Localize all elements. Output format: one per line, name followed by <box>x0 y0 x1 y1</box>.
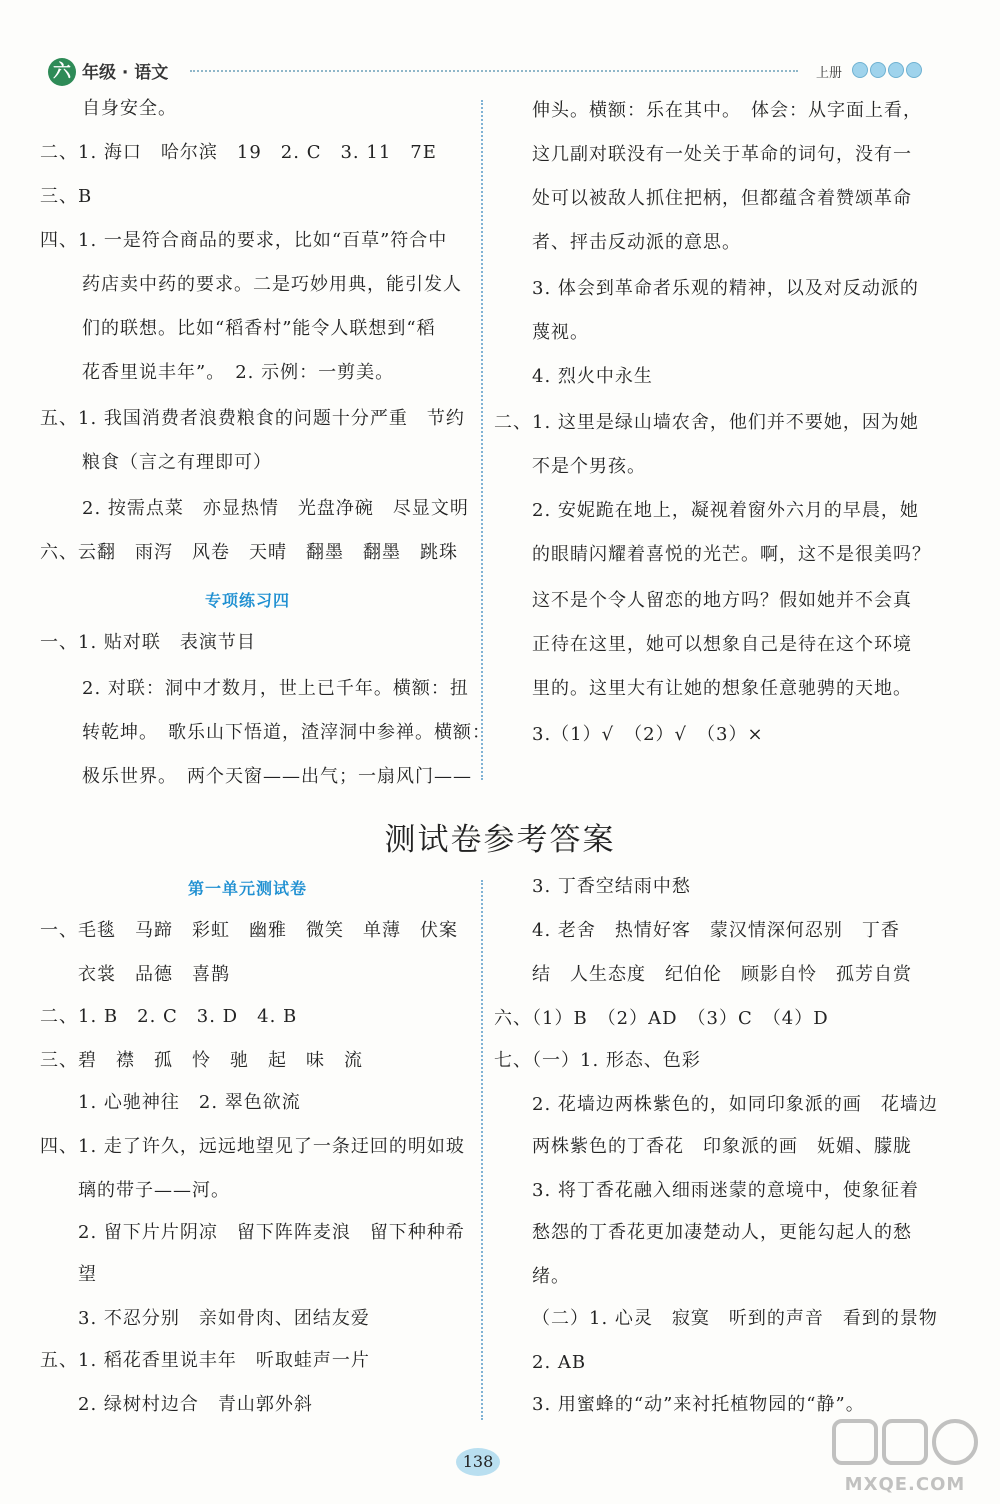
answer-line: 转乾坤。 歌乐山下悟道，渣滓洞中参禅。横额： <box>82 722 491 743</box>
answer-line: 七、（一）1. 形态、色彩 <box>494 1050 701 1071</box>
answer-line: 一、毛毯 马蹄 彩虹 幽雅 微笑 单薄 伏案 <box>40 920 458 941</box>
answer-line: 三、B <box>40 186 93 207</box>
answer-line: 三、碧 襟 孤 怜 驰 起 味 流 <box>40 1050 363 1071</box>
answer-line: 蔑视。 <box>532 322 589 343</box>
answer-line: 2. AB <box>532 1352 587 1373</box>
section-title: 第一单元测试卷 <box>188 879 308 898</box>
watermark-text: MXQE.COM <box>844 1474 966 1495</box>
answer-line: 不是个男孩。 <box>532 456 646 477</box>
answer-line: 药店卖中药的要求。二是巧妙用典，能引发人 <box>82 274 462 295</box>
answer-line: 处可以被敌人抓住把柄，但都蕴含着赞颂革命 <box>532 188 912 209</box>
answer-line: 3. 不忍分别 亲如骨肉、团结友爱 <box>78 1308 370 1329</box>
answer-line: 2. 按需点菜 亦显热情 光盘净碗 尽显文明 <box>82 498 469 519</box>
column-divider <box>481 100 483 780</box>
answer-line: 璃的带子——河。 <box>78 1180 230 1201</box>
answer-line: 2. 绿树村边合 青山郭外斜 <box>78 1394 313 1415</box>
answer-line: 一、1. 贴对联 表演节目 <box>40 632 256 653</box>
watermark-icon <box>830 1415 980 1471</box>
answer-line: 花香里说丰年”。 2. 示例：一剪美。 <box>82 362 395 383</box>
answer-line: 六、（1）B （2）AD （3）C （4）D <box>494 1008 829 1029</box>
answer-line: 正待在这里，她可以想象自己是待在这个环境 <box>532 634 912 655</box>
answer-line: 们的联想。比如“稻香村”能令人联想到“稻 <box>82 318 436 339</box>
answer-line: 愁怨的丁香花更加凄楚动人，更能勾起人的愁 <box>532 1222 912 1243</box>
answer-line: 六、云翻 雨泻 风卷 天晴 翻墨 翻墨 跳珠 <box>40 542 458 563</box>
answer-line: 里的。这里大有让她的想象任意驰骋的天地。 <box>532 678 912 699</box>
answer-line: 2. 花墙边两株紫色的，如同印象派的画 花墙边 <box>532 1094 938 1115</box>
answer-line: 3. 体会到革命者乐观的精神，以及对反动派的 <box>532 278 919 299</box>
answer-line: 自身安全。 <box>82 98 177 119</box>
page-number: 138 <box>456 1448 500 1476</box>
answer-line: 3.（1）√ （2）√ （3）× <box>532 724 764 745</box>
answer-line: 3. 将丁香花融入细雨迷蒙的意境中，使象征着 <box>532 1180 919 1201</box>
answer-line: 二、1. B 2. C 3. D 4. B <box>40 1006 298 1027</box>
answer-line: 结 人生态度 纪伯伦 顾影自怜 孤芳自赏 <box>532 964 912 985</box>
answer-line: 2. 对联：洞中才数月，世上已千年。横额：扭 <box>82 678 469 699</box>
main-title: 测试卷参考答案 <box>384 822 616 858</box>
answer-line: 五、1. 稻花香里说丰年 听取蛙声一片 <box>40 1350 370 1371</box>
volume-label: 上册 <box>816 66 843 81</box>
column-divider <box>481 880 483 1420</box>
answer-line: 四、1. 一是符合商品的要求，比如“百草”符合中 <box>40 230 448 251</box>
answer-line: 者、抨击反动派的意思。 <box>532 232 741 253</box>
header-rule <box>190 70 798 72</box>
answer-line: 这不是个令人留恋的地方吗？假如她并不会真 <box>532 590 912 611</box>
answer-line: 衣裳 品德 喜鹊 <box>78 964 230 985</box>
answer-line: 伸头。横额：乐在其中。 体会：从字面上看， <box>532 100 922 121</box>
answer-line: 4. 烈火中永生 <box>532 366 653 387</box>
answer-line: 两株紫色的丁香花 印象派的画 妩媚、朦胧 <box>532 1136 912 1157</box>
watermark-logo <box>830 1415 980 1495</box>
answer-line: 粮食（言之有理即可） <box>82 452 272 473</box>
grade-badge: 六 <box>48 58 76 86</box>
section-title: 专项练习四 <box>205 591 291 610</box>
answer-line: 2. 安妮跪在地上，凝视着窗外六月的早晨，她 <box>532 500 919 521</box>
subject-title: 年级 · 语文 <box>82 63 169 83</box>
answer-line: 3. 用蜜蜂的“动”来衬托植物园的“静”。 <box>532 1394 865 1415</box>
answer-line: 绪。 <box>532 1266 570 1287</box>
answer-line: 二、1. 海口 哈尔滨 19 2. C 3. 11 7E <box>40 142 437 163</box>
answer-line: 五、1. 我国消费者浪费粮食的问题十分严重 节约 <box>40 408 465 429</box>
header-decoration-dots <box>852 62 924 82</box>
answer-line: 2. 留下片片阴凉 留下阵阵麦浪 留下种种希 <box>78 1222 465 1243</box>
answer-line: 3. 丁香空结雨中愁 <box>532 876 691 897</box>
answer-line: （二）1. 心灵 寂寞 听到的声音 看到的景物 <box>532 1308 938 1329</box>
answer-line: 二、1. 这里是绿山墙农舍，他们并不要她，因为她 <box>494 412 919 433</box>
answer-line: 极乐世界。 两个天窗——出气；一扇风门—— <box>82 766 472 787</box>
answer-line: 望 <box>78 1264 97 1285</box>
answer-line: 四、1. 走了许久，远远地望见了一条迂回的明如玻 <box>40 1136 465 1157</box>
answer-line: 4. 老舍 热情好客 蒙汉情深何忍别 丁香 <box>532 920 900 941</box>
answer-line: 1. 心驰神往 2. 翠色欲流 <box>78 1092 301 1113</box>
answer-line: 这几副对联没有一处关于革命的词句，没有一 <box>532 144 912 165</box>
answer-line: 的眼睛闪耀着喜悦的光芒。啊，这不是很美吗？ <box>532 544 931 565</box>
